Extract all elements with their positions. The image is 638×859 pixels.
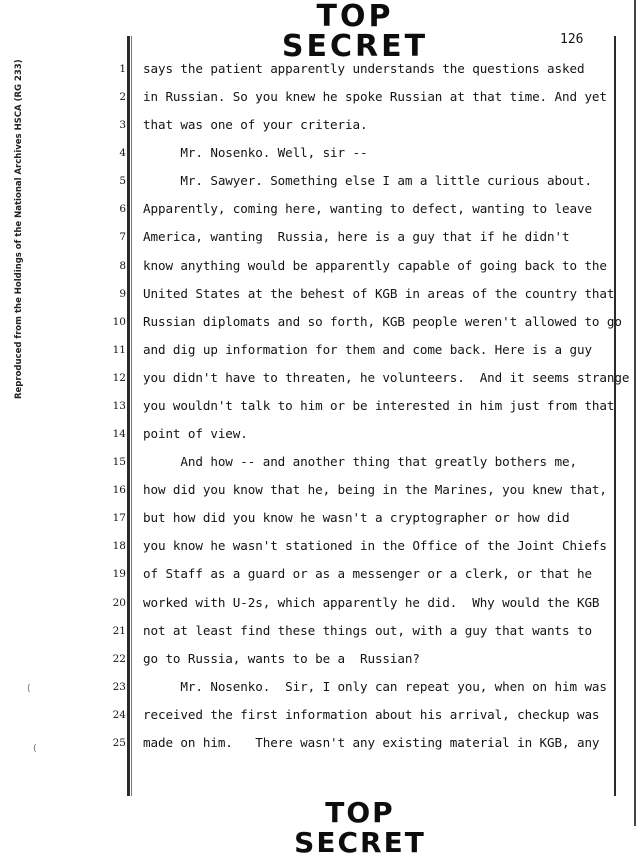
punch-hole-mark: ( bbox=[32, 744, 38, 754]
transcript-line: that was one of your criteria. bbox=[143, 117, 368, 133]
line-number: 5 bbox=[119, 175, 126, 188]
left-margin-rule-inner bbox=[131, 36, 132, 796]
line-number: 13 bbox=[112, 399, 126, 412]
transcript-line: of Staff as a guard or as a messenger or a clerk, or that he bbox=[143, 566, 592, 582]
header-classification-stamp: TOP SECRET bbox=[281, 0, 429, 64]
transcript-line: you wouldn't talk to him or be interested in him just from that bbox=[143, 397, 615, 413]
transcript-line: point of view. bbox=[143, 426, 248, 442]
line-number: 9 bbox=[119, 287, 126, 300]
transcript-line: made on him. There wasn't any existing material in KGB, any bbox=[143, 734, 600, 750]
page-edge bbox=[634, 0, 636, 826]
archive-side-note: Reproduced from the Holdings of the National Archives HSCA (RG 233) bbox=[14, 59, 24, 399]
line-number: 21 bbox=[112, 624, 126, 637]
line-number: 17 bbox=[112, 512, 126, 525]
right-margin-rule bbox=[614, 36, 616, 796]
transcript-line: you didn't have to threaten, he volunteers. And it seems strange bbox=[143, 369, 630, 385]
line-number: 23 bbox=[112, 680, 126, 693]
line-number: 10 bbox=[112, 315, 126, 328]
transcript-line: and dig up information for them and come back. Here is a guy bbox=[143, 341, 592, 357]
transcript-line: Apparently, coming here, wanting to defect, wanting to leave bbox=[143, 201, 592, 217]
transcript-line: Mr. Nosenko. Well, sir -- bbox=[143, 145, 368, 161]
line-number: 16 bbox=[112, 484, 126, 497]
transcript-line: you know he wasn't stationed in the Office of the Joint Chiefs bbox=[143, 538, 607, 554]
line-number: 11 bbox=[112, 343, 126, 356]
transcript-line: received the first information about his arrival, checkup was bbox=[143, 706, 600, 722]
transcript-line: United States at the behest of KGB in areas of the country that bbox=[143, 285, 615, 301]
transcript-line: know anything would be apparently capable of going back to the bbox=[143, 257, 607, 273]
transcript-line: how did you know that he, being in the Marines, you knew that, bbox=[143, 482, 607, 498]
line-number: 1 bbox=[119, 63, 126, 75]
line-number: 24 bbox=[112, 708, 126, 721]
line-number: 14 bbox=[112, 428, 126, 441]
line-number: 15 bbox=[112, 456, 126, 469]
line-number: 19 bbox=[112, 568, 126, 581]
transcript-line: And how -- and another thing that greatly bothers me, bbox=[143, 454, 577, 470]
line-number: 2 bbox=[119, 91, 126, 104]
line-number: 7 bbox=[119, 231, 126, 244]
transcript-line: Russian diplomats and so forth, KGB people weren't allowed to go bbox=[143, 313, 622, 329]
line-number: 4 bbox=[119, 147, 126, 160]
line-number: 3 bbox=[119, 119, 126, 132]
transcript-line: but how did you know he wasn't a cryptographer or how did bbox=[143, 510, 570, 526]
line-number: 22 bbox=[112, 652, 126, 665]
left-margin-rule bbox=[127, 36, 130, 796]
transcript-line: says the patient apparently understands the questions asked bbox=[143, 61, 585, 76]
transcript-line: worked with U-2s, which apparently he did. Why would the KGB bbox=[143, 594, 600, 610]
punch-hole-mark: ( bbox=[26, 684, 32, 694]
transcript-line: Mr. Sawyer. Something else I am a little curious about. bbox=[143, 173, 592, 189]
line-number: 20 bbox=[112, 596, 126, 609]
line-number: 25 bbox=[112, 736, 126, 749]
line-number: 12 bbox=[112, 371, 126, 384]
transcript-line: Mr. Nosenko. Sir, I only can repeat you, when on him was bbox=[143, 678, 607, 694]
transcript-line: in Russian. So you knew he spoke Russian at that time. And yet bbox=[143, 89, 607, 105]
line-number: 18 bbox=[112, 540, 126, 553]
line-number: 6 bbox=[119, 203, 126, 216]
footer-classification-stamp: TOP SECRET bbox=[294, 796, 426, 859]
line-number: 8 bbox=[119, 259, 126, 272]
transcript-line: America, wanting Russia, here is a guy that if he didn't bbox=[143, 229, 570, 245]
page-number: 126 bbox=[560, 32, 584, 47]
transcript-line: go to Russia, wants to be a Russian? bbox=[143, 650, 420, 666]
transcript-line: not at least find these things out, with a guy that wants to bbox=[143, 622, 592, 638]
